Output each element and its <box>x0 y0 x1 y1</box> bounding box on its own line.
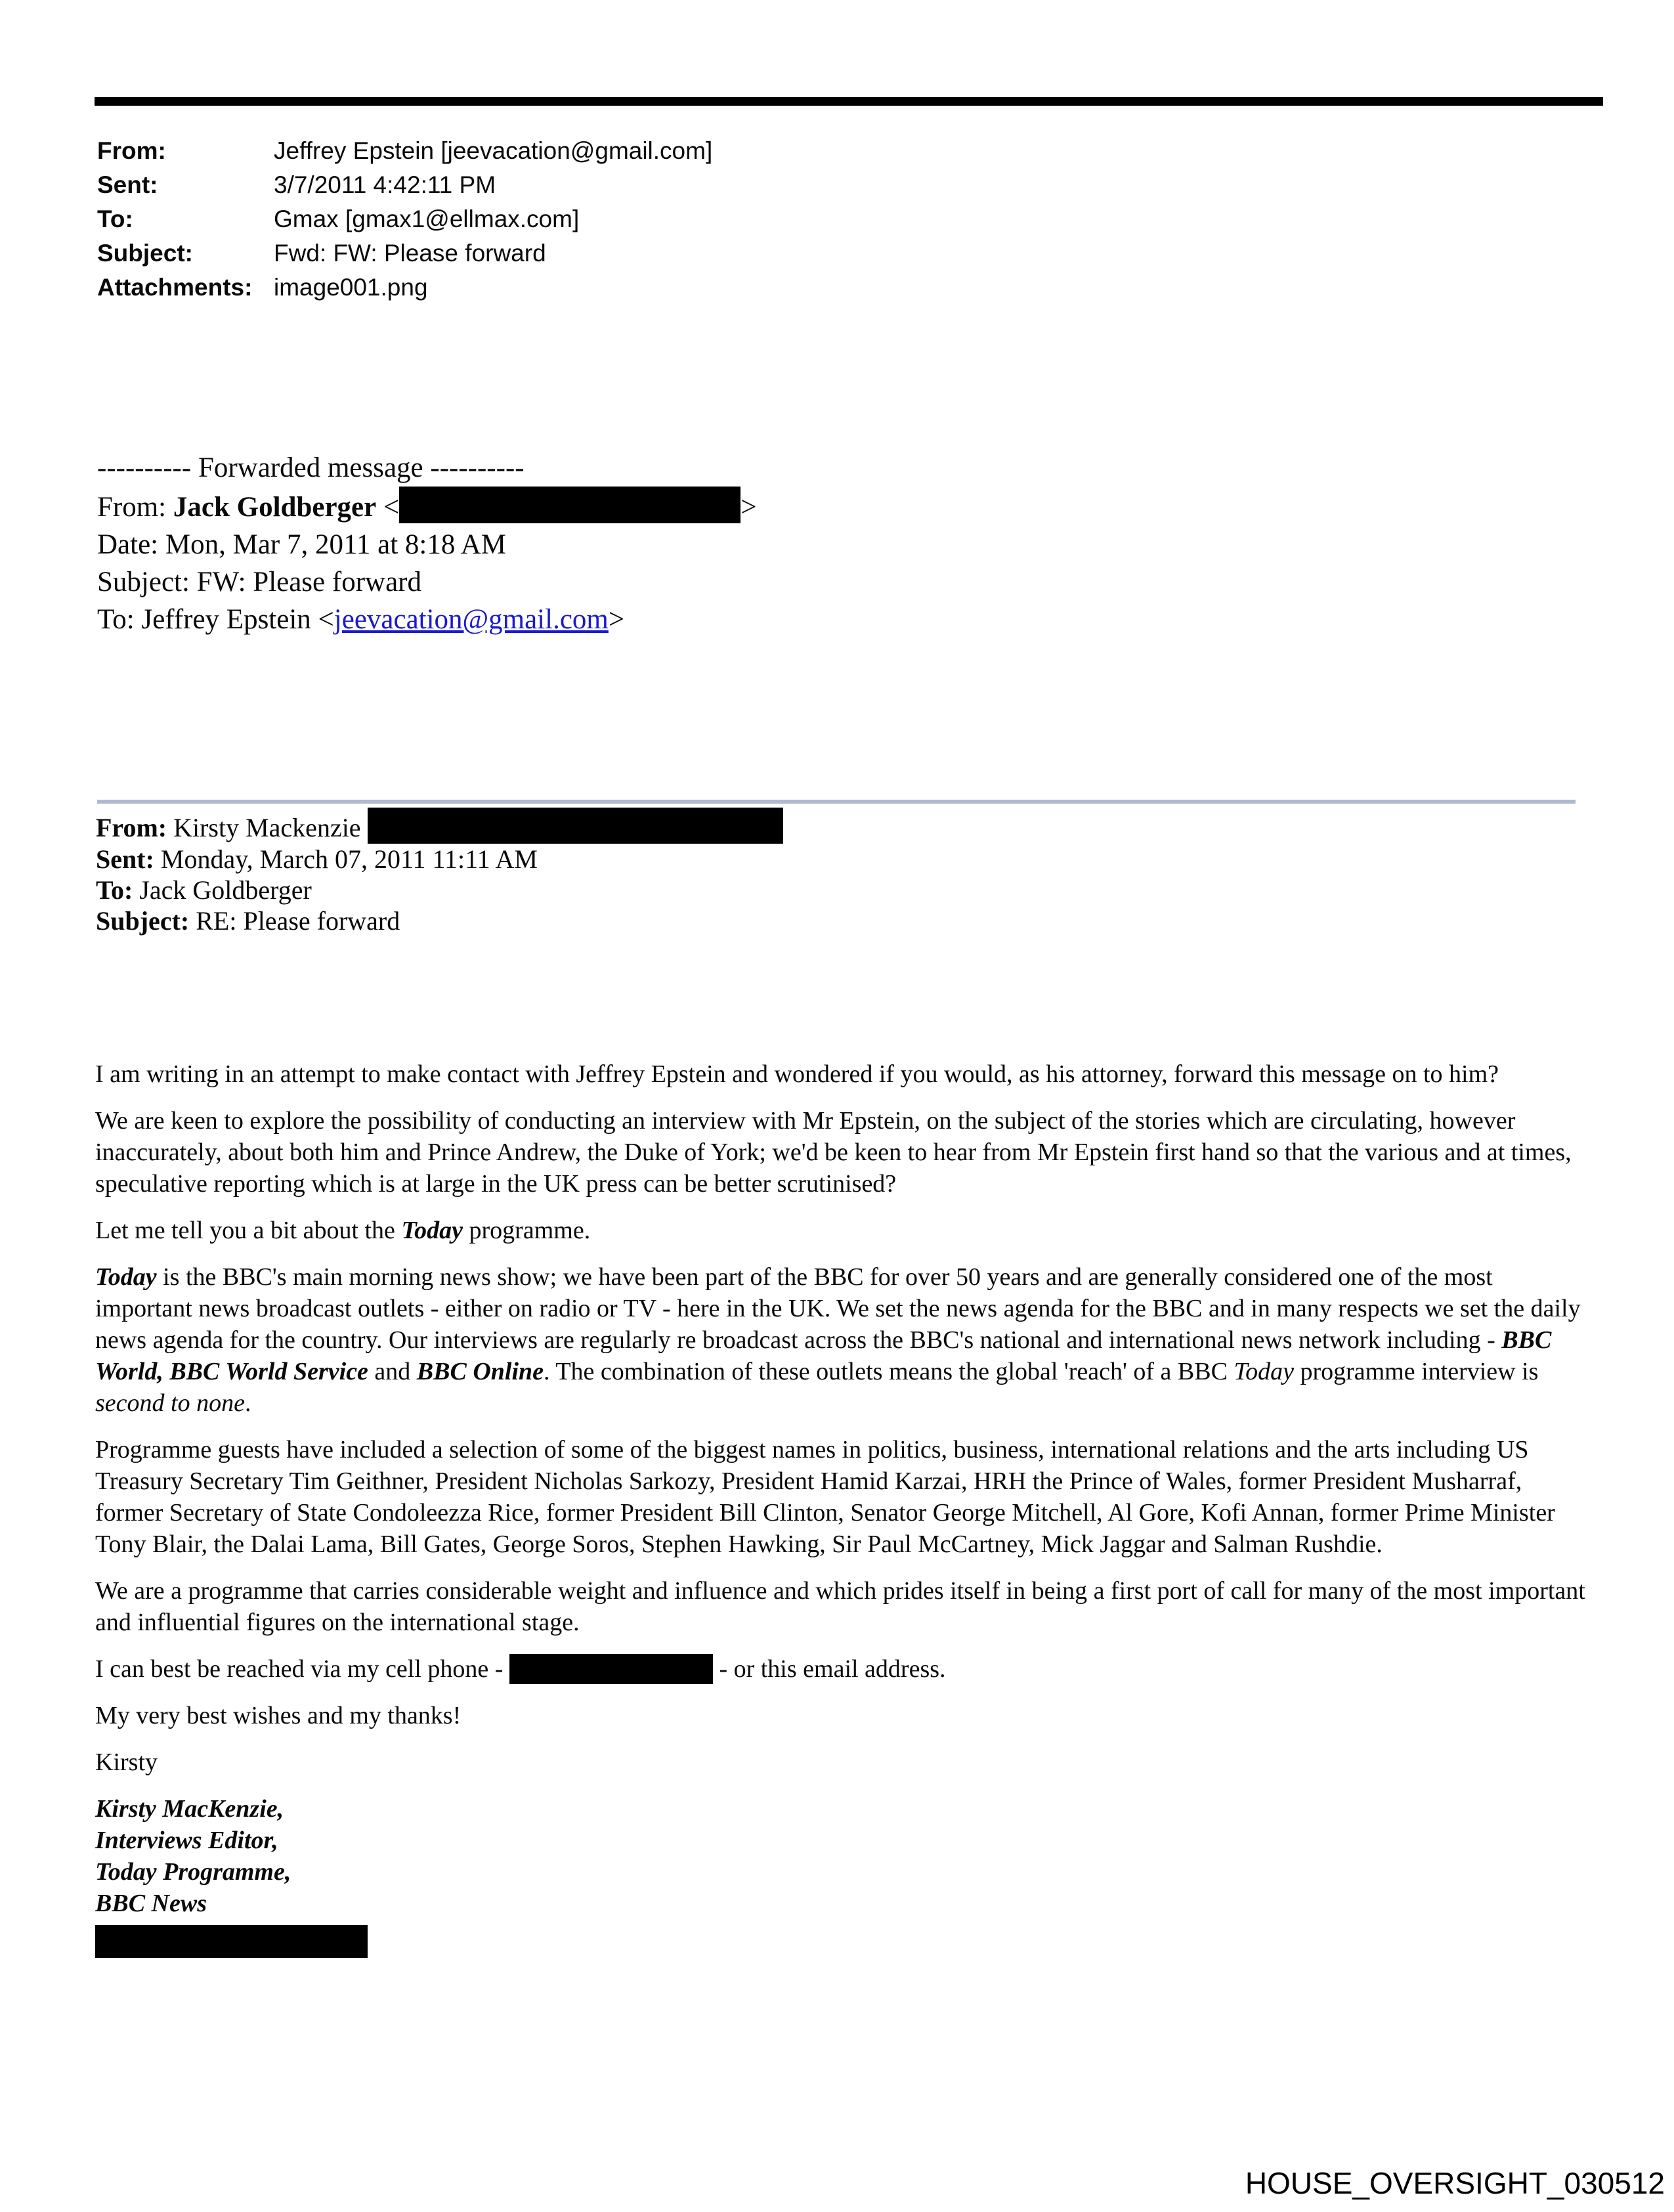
header-field-label: Sent: <box>97 171 158 198</box>
bates-number: HOUSE_OVERSIGHT_030512 <box>1245 2166 1665 2200</box>
text-run: To: <box>96 875 133 905</box>
body-paragraph <box>95 1746 1587 1778</box>
text-run: . <box>244 1389 251 1417</box>
email-body <box>95 1058 1587 1958</box>
body-paragraph <box>95 1575 1587 1638</box>
header-field-label: To: <box>97 206 133 232</box>
text-run: BBC World, BBC World Service <box>95 1326 1552 1385</box>
redaction-box <box>399 487 740 523</box>
body-paragraph <box>95 1261 1587 1419</box>
text-run: Jack Goldberger <box>133 875 312 905</box>
signature-line: BBC News <box>95 1890 207 1917</box>
forwarded-header-row <box>97 526 757 563</box>
inner-header-row <box>96 844 783 875</box>
header-field-value: Gmax [gmax1@ellmax.com] <box>274 206 580 232</box>
text-run: ---------- Forwarded message ---------- <box>97 452 525 483</box>
text-run: > <box>740 492 757 523</box>
text-run: RE: Please forward <box>189 906 400 936</box>
text-run: I am writing in an attempt to make contact with Jeffrey Epstein and wondered if you would, as his attorney, forward this message on to him? <box>95 1060 1499 1088</box>
redaction-box <box>368 808 783 844</box>
signature-line: Today Programme, <box>95 1858 291 1886</box>
header-field-value: 3/7/2011 4:42:11 PM <box>274 171 496 198</box>
email-link[interactable]: jeevacation@gmail.com <box>333 604 609 635</box>
signature-block <box>95 1793 1587 1919</box>
text-run: Sent: <box>96 844 154 874</box>
header-row <box>97 134 712 168</box>
inner-header-row <box>96 808 783 844</box>
forwarded-header-row <box>97 487 757 526</box>
text-run: Jack Goldberger <box>173 492 377 523</box>
section-divider-rule <box>97 800 1576 804</box>
body-paragraph <box>95 1058 1587 1090</box>
forwarded-header-row <box>97 563 757 601</box>
header-field-label: From: <box>97 137 166 164</box>
text-run: Kirsty Mackenzie <box>167 813 368 842</box>
text-run: . The combination of these outlets means the global 'reach' of a BBC <box>544 1358 1234 1385</box>
text-run: From: <box>96 813 167 842</box>
redaction-box <box>95 1925 368 1958</box>
body-paragraph <box>95 1105 1587 1200</box>
text-run: Today <box>95 1263 157 1291</box>
header-row <box>97 168 712 202</box>
body-paragraph <box>95 1215 1587 1246</box>
text-run: Today <box>1234 1358 1294 1385</box>
text-run: programme interview is <box>1293 1358 1539 1385</box>
text-run: second to none <box>95 1389 245 1417</box>
email-header-block <box>97 134 712 305</box>
text-run: Date: Mon, Mar 7, 2011 at 8:18 AM <box>97 529 507 560</box>
body-paragraph <box>95 1653 1587 1685</box>
signature-line: Interviews Editor, <box>95 1827 278 1854</box>
inner-email-header-block <box>96 808 783 936</box>
forwarded-header-row <box>97 449 757 487</box>
header-field-label: Subject: <box>97 240 193 267</box>
text-run: Subject: FW: Please forward <box>97 567 421 597</box>
text-run: Today <box>401 1217 463 1244</box>
forwarded-header-row <box>97 601 757 638</box>
header-row <box>97 236 712 271</box>
header-row <box>97 202 712 236</box>
text-run: > <box>608 604 625 635</box>
text-run: is the BBC's main morning news show; we have been part of the BBC for over 50 years and are generally considered one of the most important news broadcast outlets - either on radio or TV - here in the UK. We set the news agenda for the BBC and in many respects we set the daily news agenda for the country. Our interviews are regularly re broadcast across the BBC's national and international news network including - <box>95 1263 1581 1354</box>
header-field-value: Jeffrey Epstein [jeevacation@gmail.com] <box>274 137 713 164</box>
header-field-value: image001.png <box>274 274 428 301</box>
text-run: Monday, March 07, 2011 11:11 AM <box>154 844 538 874</box>
text-run: Programme guests have included a selection of some of the biggest names in politics, business, international relations and the arts including US Treasury Secretary Tim Geithner, President Nicholas Sarkozy, President Hamid Karzai, HRH the Prince of Wales, former President Musharraf, former Secretary of State Condoleezza Rice, former President Bill Clinton, Senator George Mitchell, Al Gore, Kofi Annan, former Prime Minister Tony Blair, the Dalai Lama, Bill Gates, George Soros, Stephen Hawking, Sir Paul McCartney, Mick Jaggar and Salman Rushdie. <box>95 1436 1555 1558</box>
text-run: Subject: <box>96 906 190 936</box>
body-paragraphs <box>95 1058 1587 1778</box>
inner-header-row <box>96 875 783 905</box>
text-run: Let me tell you a bit about the <box>95 1217 402 1244</box>
redaction-box <box>509 1654 713 1684</box>
header-field-label: Attachments: <box>97 274 253 301</box>
text-run: From: <box>97 492 173 523</box>
top-divider-bar <box>95 97 1603 106</box>
signature-line: Kirsty MacKenzie, <box>95 1795 284 1823</box>
text-run: and <box>368 1358 417 1385</box>
text-run: I can best be reached via my cell phone - <box>95 1655 509 1683</box>
text-run: BBC Online <box>416 1358 544 1385</box>
text-run: < <box>376 492 400 523</box>
header-field-value: Fwd: FW: Please forward <box>274 240 546 267</box>
body-paragraph <box>95 1434 1587 1560</box>
text-run: programme. <box>463 1217 591 1244</box>
inner-header-row <box>96 905 783 936</box>
text-run: Kirsty <box>95 1748 158 1776</box>
forwarded-message-block <box>97 449 757 638</box>
text-run: - or this email address. <box>712 1655 946 1683</box>
header-row <box>97 271 712 305</box>
text-run: We are keen to explore the possibility of conducting an interview with Mr Epstein, on the subject of the stories which are circulating, however inaccurately, about both him and Prince Andrew, the Duke of York; we'd be keen to hear from Mr Epstein first hand so that the various and at times, speculative reporting which is at large in the UK press can be better scrutinised? <box>95 1107 1572 1198</box>
text-run: We are a programme that carries considerable weight and influence and which prides itself in being a first port of call for many of the most important and influential figures on the international stage. <box>95 1577 1585 1636</box>
body-paragraph <box>95 1700 1587 1731</box>
text-run: To: Jeffrey Epstein < <box>97 604 334 635</box>
text-run: My very best wishes and my thanks! <box>95 1702 461 1729</box>
